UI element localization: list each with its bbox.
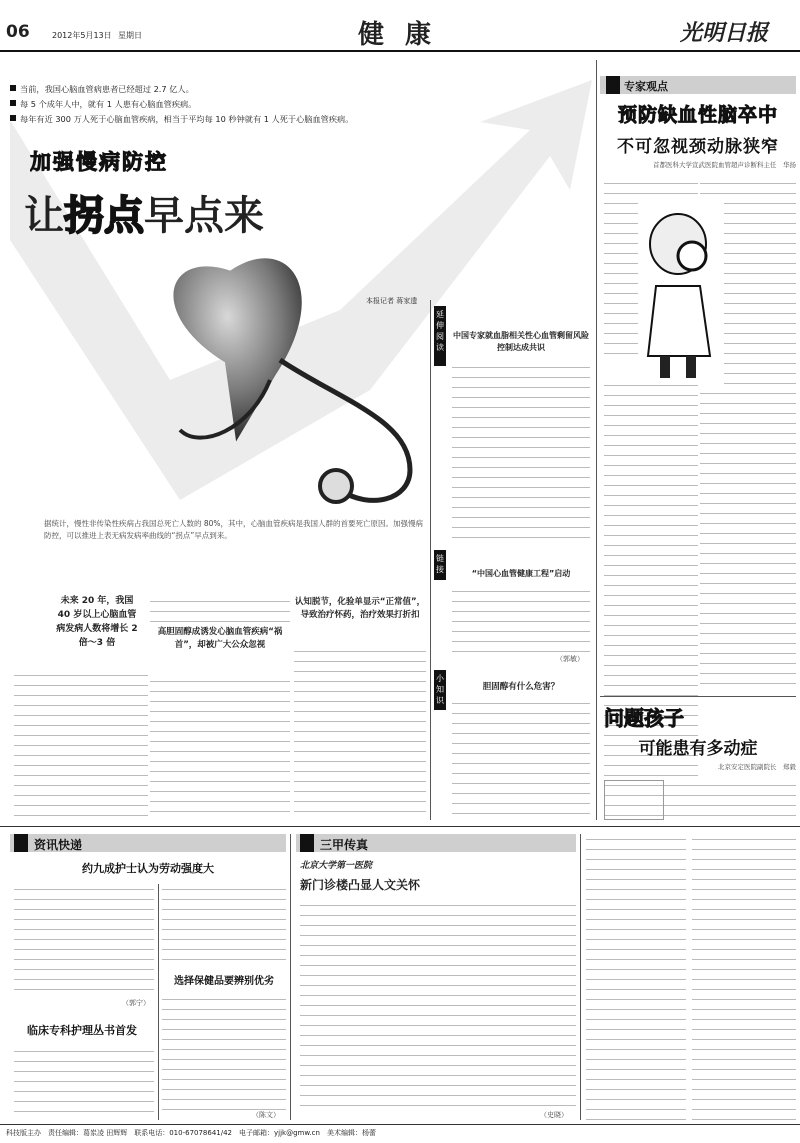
bottom-col-divider-1	[290, 834, 291, 1120]
sidebar-body-lipid-consensus	[452, 362, 590, 546]
column-tag-marker	[14, 834, 28, 852]
article-column-1	[14, 670, 148, 820]
statistics-bullets	[10, 82, 592, 128]
news-body-nurses	[14, 884, 154, 996]
footer-credits: 科技版主办 责任编辑：葛岽凌 田辉辉 联系电话：010-67078641/42 电子邮箱：yjjk@gmw.cn 美术编辑：杨蕾	[6, 1129, 376, 1137]
hospital-headline: 新门诊楼凸显人文关怀	[300, 878, 421, 892]
stroke-article-col4	[700, 508, 796, 690]
sidebar-title-cholesterol: 胆固醇有什么危害？	[482, 682, 560, 692]
child-illustration	[604, 780, 664, 820]
sidebar-body-heart-project	[452, 586, 590, 654]
adhd-article-col2	[692, 834, 796, 1120]
news-body-book	[14, 1046, 154, 1116]
column-tag-marker	[300, 834, 314, 852]
sidebar-tag-knowledge: 小知识	[434, 670, 446, 710]
footer-rule	[0, 1124, 800, 1125]
subheading-cholesterol: 高胆固醇成诱发心脑血管疾病“祸首”，却被广大公众忽视	[150, 624, 290, 676]
sidebar-title-heart-project: “中国心血管健康工程”启动	[471, 569, 571, 578]
news-body-supplements	[162, 994, 286, 1110]
page-number: 06	[6, 22, 30, 42]
news-headline-supplements: 选择保健品要辨别优劣	[174, 976, 274, 987]
news-body-nurses-cont	[162, 884, 286, 962]
author-line-adhd: 北京安定医院副院长 郑毅	[718, 763, 796, 771]
headline-line2: 让拐点早点来	[24, 193, 264, 239]
sidebar-divider	[430, 300, 431, 820]
sidebar-tag-link: 链接	[434, 550, 446, 580]
bullet-item: 每 5 个成年人中，就有 1 人患有心脑血管疾病。	[10, 97, 592, 112]
bottom-col-divider-2	[580, 834, 581, 1120]
subheading-awareness-gap: 认知脱节，化验单显示“正常值”，导致治疗怀药，治疗效果打折扣	[294, 596, 426, 646]
headline-line1: 加强慢病防控	[30, 150, 168, 174]
illustration-caption: 据统计，慢性非传染性疾病占我国总死亡人数的 80%，其中，心脑血管疾病是我国人群的首要死亡原因。加强慢病防控，可以推进上表无病发病率曲线的“拐点”早点到来。	[44, 519, 424, 540]
bottom-divider	[0, 826, 800, 827]
issue-date: 2012年5月13日	[52, 31, 112, 40]
issue-weekday: 星期日	[118, 31, 142, 40]
column-tag-marker	[606, 76, 620, 94]
article-title-problem-kids: 问题孩子	[604, 706, 684, 728]
header-rule	[0, 50, 800, 52]
article-title-stroke: 预防缺血性脑卒中	[617, 104, 778, 126]
author-line-stroke: 首都医科大学宣武医院血管超声诊断科主任 华扬	[653, 161, 796, 169]
hospital-body	[300, 900, 576, 1110]
bullet-item: 每年有近 300 万人死于心脑血管疾病，相当于平均每 10 秒钟就有 1 人死于心脑血管疾病。	[10, 112, 592, 127]
column-tag-hospital-news: 三甲传真	[296, 834, 576, 852]
news-author-supplements: （陈文）	[252, 1111, 280, 1119]
bullet-item: 当前，我国心脑血管病患者已经超过 2.7 亿人。	[10, 82, 592, 97]
hospital-author: （史晓）	[540, 1111, 568, 1119]
adhd-intro-text	[668, 780, 796, 820]
right-column-divider	[596, 60, 597, 820]
column-tag-news-brief: 资讯快递	[10, 834, 286, 852]
sidebar-body-cholesterol	[452, 698, 590, 816]
hospital-kicker: 北京大学第一医院	[300, 861, 373, 871]
section-title: 健 康	[358, 20, 438, 48]
news-author-nurses: （郭宁）	[122, 999, 150, 1007]
sidebar-tag-extended-reading: 延伸阅读	[434, 306, 446, 366]
lead-quote: 未来 20 年，我国 40 岁以上心脑血管病发病人数将增长 2 倍～3 倍	[56, 596, 138, 648]
heart-stethoscope-illustration	[110, 230, 432, 520]
adhd-article-col1	[586, 834, 686, 1120]
sidebar-title-lipid-consensus: 中国专家就血脂相关性心血管剩留风险控制达成共识	[453, 331, 589, 352]
byline: 本报记者 蒋家遗	[366, 297, 418, 305]
sidebar-author-heart-project: （郭敏）	[556, 655, 584, 663]
article-title-stenosis: 不可忽视颈动脉狭窄	[617, 137, 779, 156]
column-tag-expert-opinion: 专家观点	[600, 76, 796, 94]
article-title-adhd: 可能患有多动症	[638, 739, 758, 758]
doctor-cartoon	[638, 196, 724, 386]
right-section-divider	[600, 696, 796, 697]
news-headline-book: 临床专科护理丛书首发	[27, 1024, 137, 1037]
news-headline-nurses: 约九成护士认为劳动强度大	[82, 862, 214, 875]
paper-logo: 光明日报	[680, 20, 769, 46]
news-column-divider	[158, 884, 159, 1120]
